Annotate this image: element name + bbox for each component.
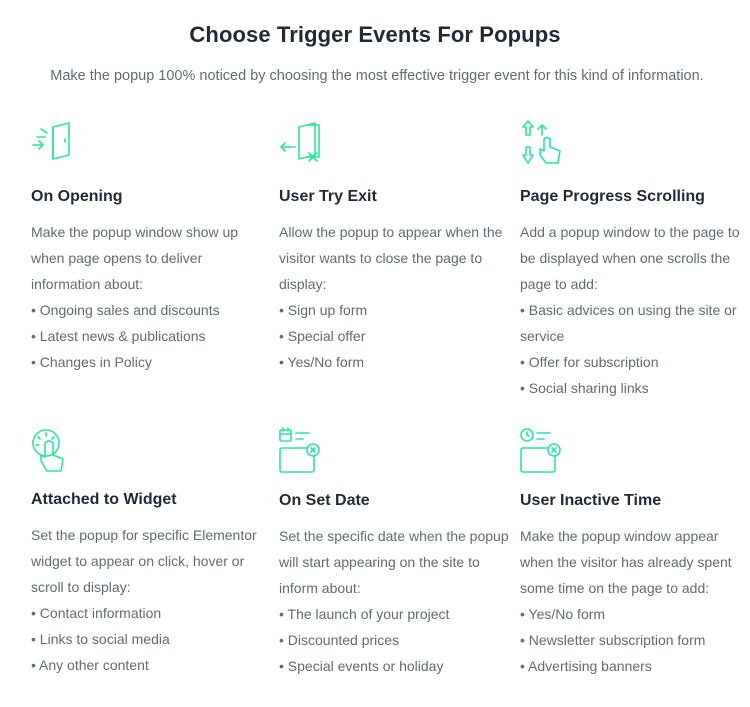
trigger-card-page-progress-scrolling: [520, 119, 750, 399]
card-title: User Try Exit: [279, 188, 377, 205]
card-description-text: Add a popup window to the page to be displayed when one scrolls the page to add:: [520, 224, 740, 292]
card-description: [520, 219, 750, 401]
list-item: • Social sharing links: [520, 375, 750, 401]
card-title: On Opening: [31, 188, 123, 205]
door-exit-icon: [279, 119, 325, 165]
calendar-popup-icon: [279, 427, 325, 473]
card-title: Attached to Widget: [31, 491, 177, 508]
list-item: • Basic advices on using the site or service: [520, 297, 750, 349]
card-bullet-list: [31, 600, 263, 678]
card-description-text: Make the popup window appear when the visitor has already spent some time on the page to add:: [520, 528, 732, 596]
trigger-card-attached-to-widget: [31, 427, 261, 687]
list-item: • Newsletter subscription form: [520, 627, 750, 653]
card-description-text: Set the specific date when the popup will start appearing on the site to inform about:: [279, 528, 509, 596]
list-item: • Links to social media: [31, 626, 263, 652]
page-title: Choose Trigger Events For Popups: [189, 22, 561, 47]
clock-popup-icon: [520, 427, 566, 473]
card-description-text: Make the popup window show up when page opens to deliver information about:: [31, 224, 239, 292]
list-item: • Ongoing sales and discounts: [31, 297, 263, 323]
list-item: • Contact information: [31, 600, 263, 626]
list-item: • Discounted prices: [279, 627, 511, 653]
card-description: [31, 219, 263, 375]
card-description: [31, 522, 263, 678]
list-item: • The launch of your project: [279, 601, 511, 627]
card-title: Page Progress Scrolling: [520, 188, 705, 205]
click-hand-icon: [31, 427, 77, 473]
list-item: • Any other content: [31, 652, 263, 678]
card-description: [279, 523, 511, 679]
card-bullet-list: [279, 601, 511, 679]
card-title: User Inactive Time: [520, 492, 662, 509]
list-item: • Yes/No form: [279, 349, 511, 375]
card-description: [520, 523, 750, 679]
trigger-card-user-inactive-time: [520, 427, 750, 687]
list-item: • Special events or holiday: [279, 653, 511, 679]
card-description-text: Set the popup for specific Elementor widget to appear on click, hover or scroll to display:: [31, 527, 257, 595]
card-bullet-list: [520, 297, 750, 401]
list-item: • Changes in Policy: [31, 349, 263, 375]
list-item: • Sign up form: [279, 297, 511, 323]
list-item: • Latest news & publications: [31, 323, 263, 349]
card-bullet-list: [520, 601, 750, 679]
trigger-card-on-set-date: [279, 427, 509, 687]
list-item: • Special offer: [279, 323, 511, 349]
trigger-card-user-try-exit: [279, 119, 509, 379]
trigger-card-on-opening: [31, 119, 261, 379]
card-bullet-list: [31, 297, 263, 375]
scroll-hand-icon: [520, 119, 566, 165]
door-open-icon: [31, 119, 77, 165]
list-item: • Advertising banners: [520, 653, 750, 679]
page-subtitle: Make the popup 100% noticed by choosing the most effective trigger event for this kind of information.: [50, 68, 704, 84]
card-title: On Set Date: [279, 492, 370, 509]
list-item: • Offer for subscription: [520, 349, 750, 375]
card-description: [279, 219, 511, 375]
card-bullet-list: [279, 297, 511, 375]
card-description-text: Allow the popup to appear when the visitor wants to close the page to display:: [279, 224, 503, 292]
list-item: • Yes/No form: [520, 601, 750, 627]
